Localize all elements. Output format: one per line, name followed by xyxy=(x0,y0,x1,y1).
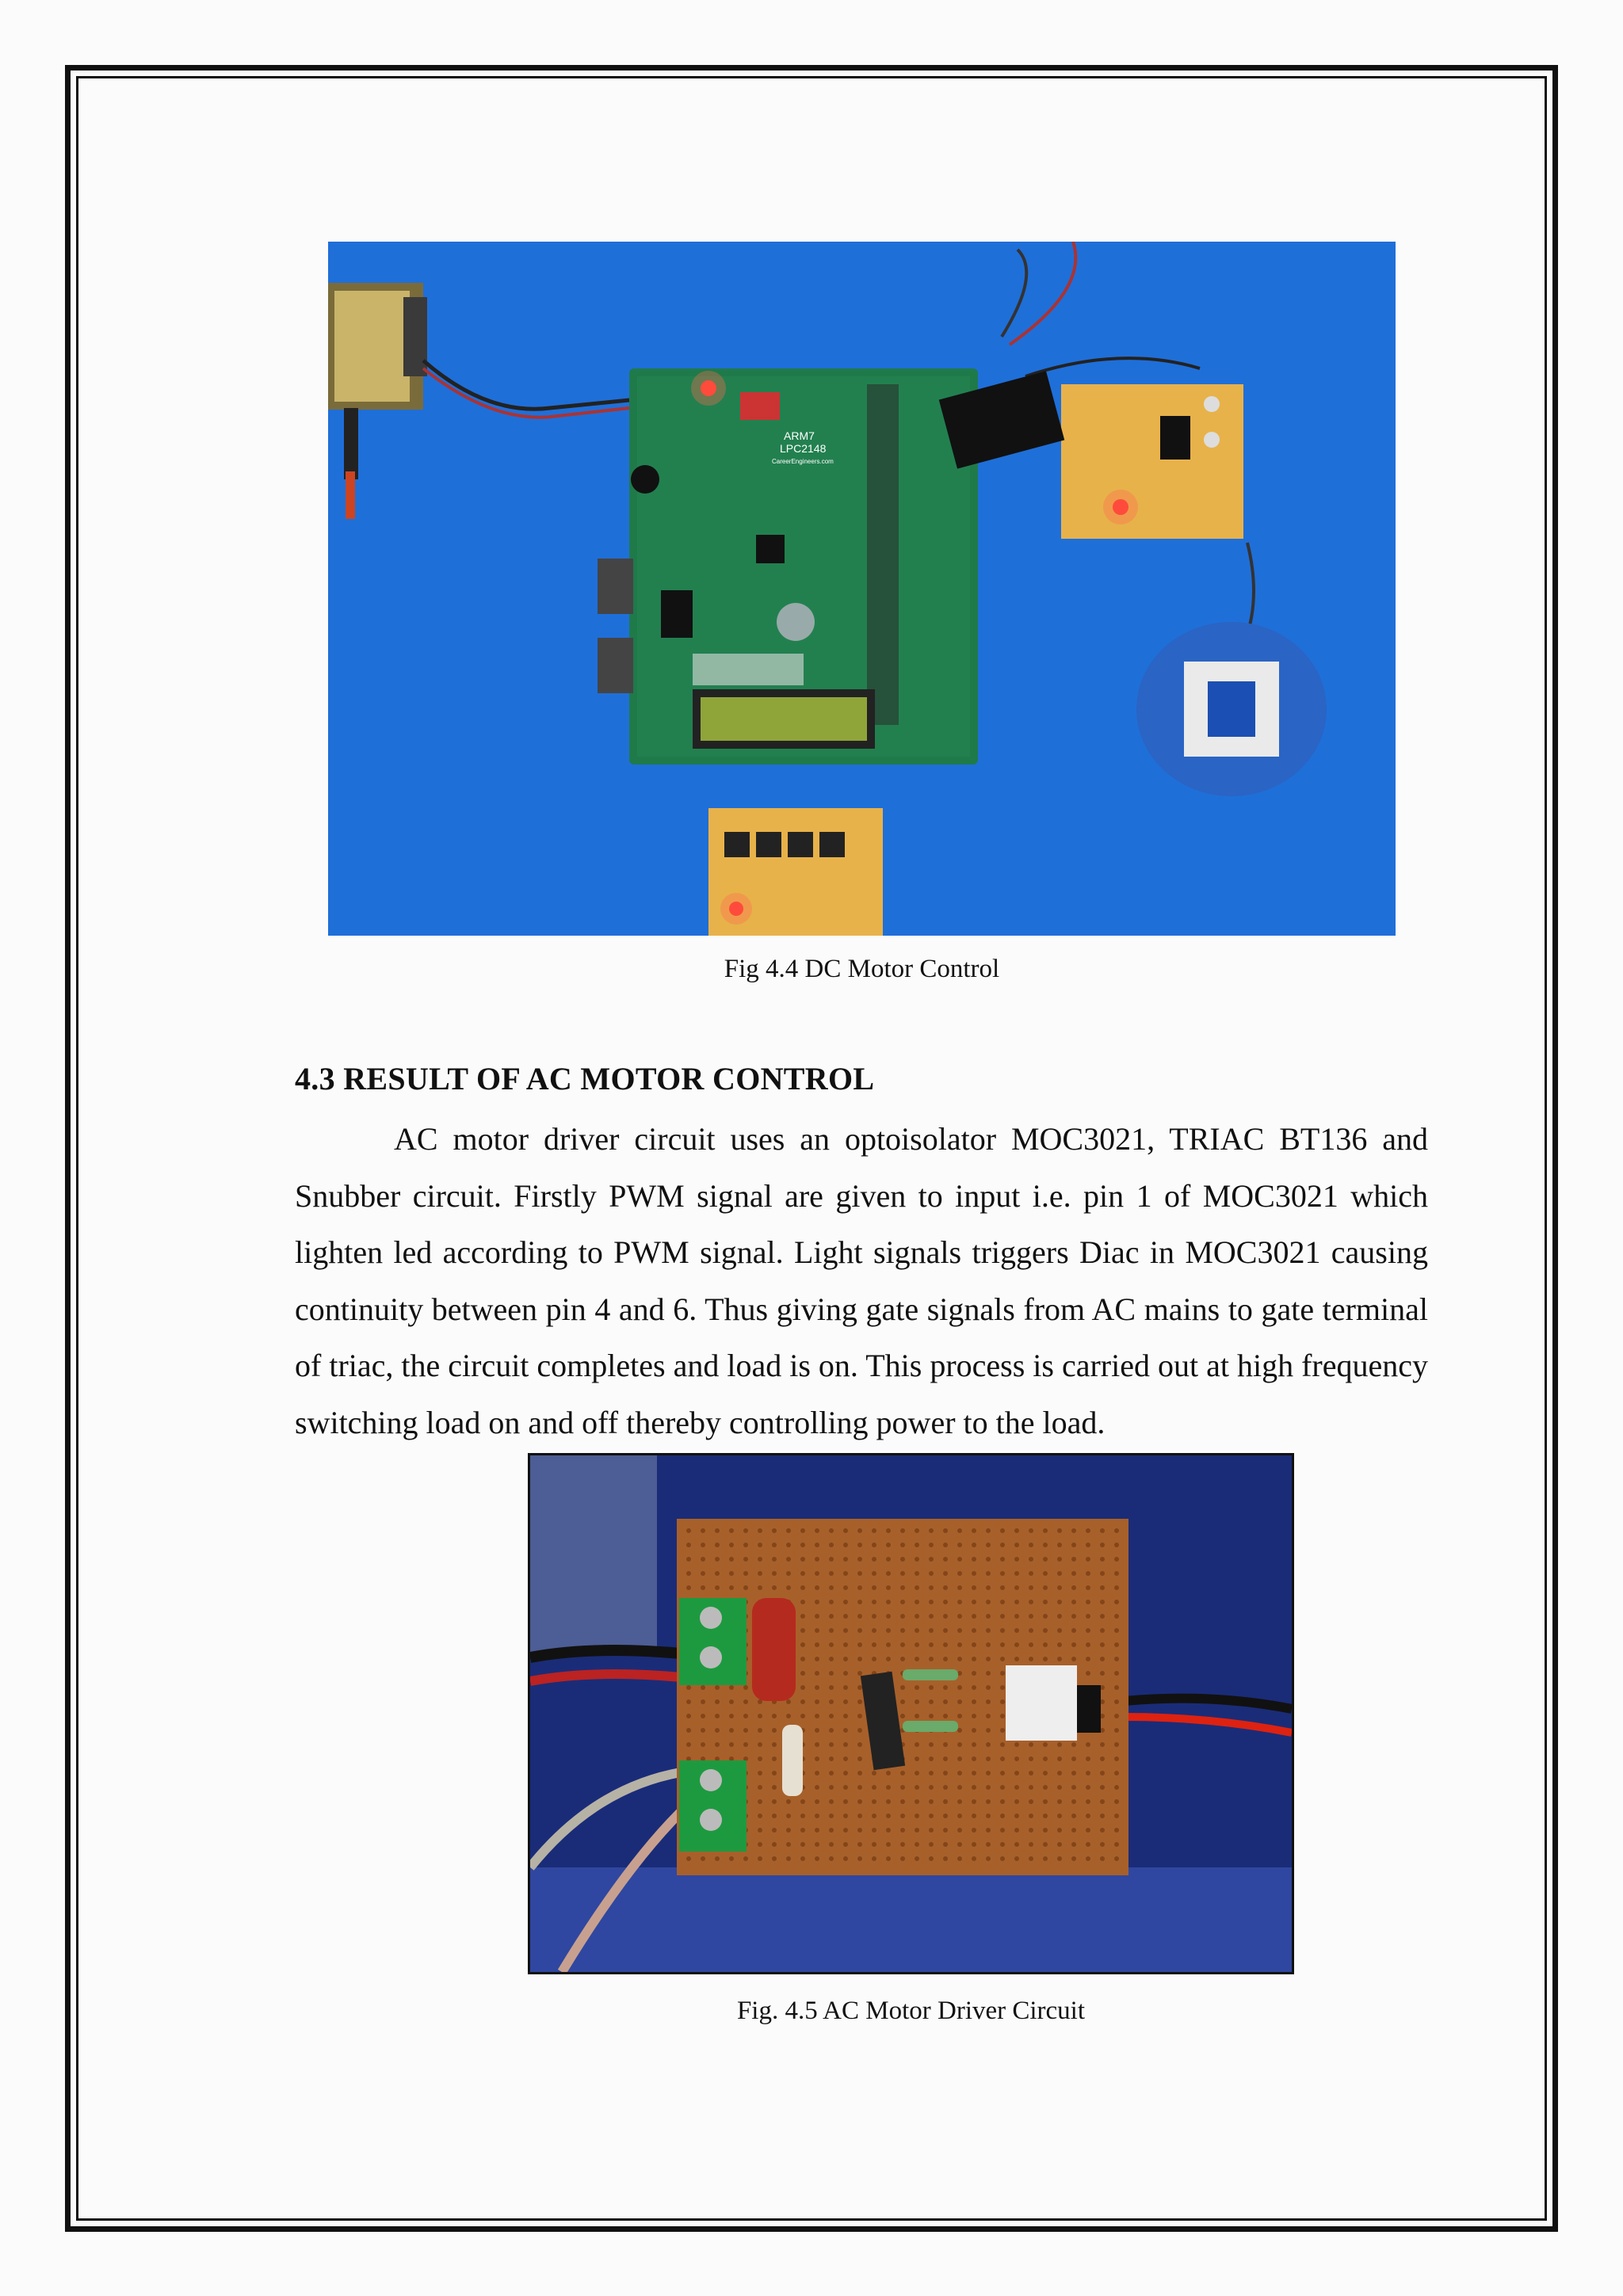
perfboard-image xyxy=(677,1519,1128,1875)
board-label-line2: LPC2148 xyxy=(780,442,827,455)
section-heading: 4.3 RESULT OF AC MOTOR CONTROL xyxy=(295,1061,875,1097)
keypad-board-image xyxy=(708,808,883,936)
figure-ac-driver-circuit-photo xyxy=(528,1453,1294,1974)
board-label-line1: ARM7 xyxy=(784,429,815,442)
figure-4-4-caption: Fig 4.4 DC Motor Control xyxy=(724,955,1000,983)
section-paragraph: AC motor driver circuit uses an optoisolator MOC3021, TRIAC BT136 and Snubber circuit. Firstly PWM signal are given to input i.e. pin 1 of MOC3021 which lighten led according to PWM signal. Light signals triggers Diac in MOC3021 causing continuity between pin 4 and 6. Thus giving gate signals from AC mains to gate terminal of triac, the circuit completes and load is on. This process is carried out at high frequency switching load on and off thereby controlling power to the load. xyxy=(295,1121,1428,1440)
arm7-board-image xyxy=(598,368,978,765)
dc-motor-image xyxy=(1136,622,1327,796)
figure-dc-motor-control-photo xyxy=(328,242,1396,936)
board-label-line3: CareerEngineers.com xyxy=(772,458,834,465)
figure-4-5-caption: Fig. 4.5 AC Motor Driver Circuit xyxy=(736,1997,1086,2025)
